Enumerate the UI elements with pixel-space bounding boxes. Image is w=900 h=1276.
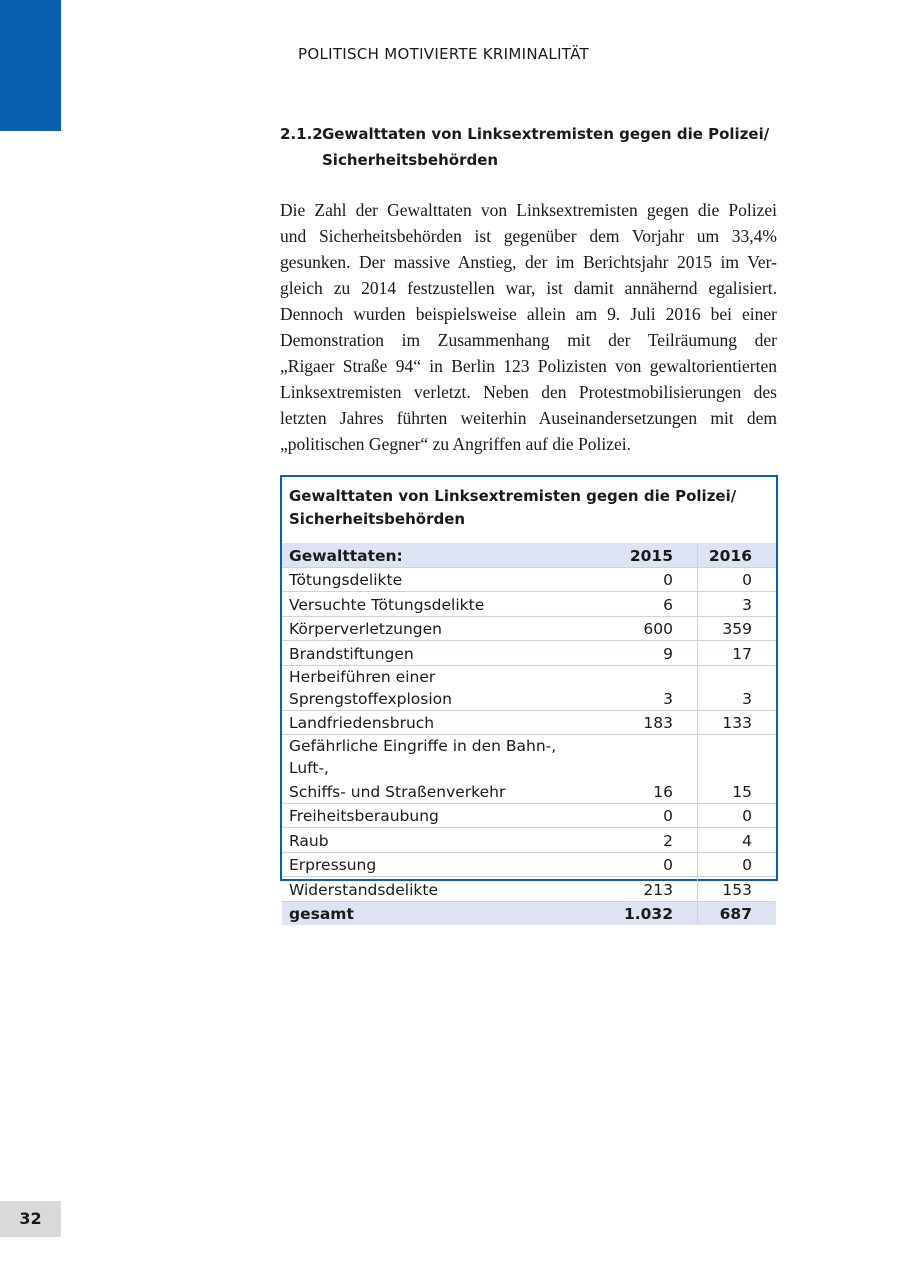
row-label: Landfriedensbruch (282, 710, 606, 735)
table-title-line2: Sicherheitsbehörden (289, 510, 466, 528)
body-paragraph (280, 197, 777, 457)
value-2016: 0 (698, 852, 777, 877)
value-2015: 600 (606, 616, 698, 641)
running-header: POLITISCH MOTIVIERTE KRIMINALITÄT (298, 45, 589, 63)
value-2015: 213 (606, 877, 698, 902)
value-2015: 6 (606, 592, 698, 617)
value-2016: 4 (698, 828, 777, 853)
value-2015: 0 (606, 803, 698, 828)
value-2015: 16 (606, 779, 698, 803)
page-number: 32 (0, 1201, 61, 1237)
row-label: Freiheitsberaubung (282, 803, 606, 828)
value-2015: 0 (606, 852, 698, 877)
value-2016: 133 (698, 710, 777, 735)
value-2016: 153 (698, 877, 777, 902)
table-row (282, 803, 776, 828)
table-row (282, 641, 776, 666)
row-label: Erpressung (282, 852, 606, 877)
row-label: Widerstandsdelikte (282, 877, 606, 902)
paragraph-line: letzten Jahres führten weiterhin Auseinandersetzungen mit dem (280, 408, 777, 428)
value-2015 (606, 735, 698, 780)
table-row (282, 735, 776, 780)
statistics-table (282, 543, 776, 925)
paragraph-line: gleich zu 2014 festzustellen war, ist damit annähernd egalisiert. (280, 278, 777, 298)
value-2016: 359 (698, 616, 777, 641)
paragraph-line: Demonstration im Zusammenhang mit der Teilräumung der (280, 330, 777, 350)
table-header-row (282, 543, 776, 567)
paragraph-line: Linksextremisten verletzt. Neben den Protestmobilisierungen des (280, 382, 777, 402)
table-row (282, 852, 776, 877)
paragraph-line: „Rigaer Straße 94“ in Berlin 123 Polizisten von gewaltorientierten (280, 356, 777, 376)
value-2016: 687 (698, 901, 777, 925)
value-2016: 0 (698, 567, 777, 592)
header-2016: 2016 (698, 543, 777, 567)
paragraph-line: Dennoch wurden beispielsweise allein am 9. Juli 2016 bei einer (280, 304, 777, 324)
value-2015: 2 (606, 828, 698, 853)
section-heading (280, 121, 769, 173)
row-label: Raub (282, 828, 606, 853)
value-2015: 9 (606, 641, 698, 666)
value-2015: 3 (606, 665, 698, 710)
table-row (282, 710, 776, 735)
table-row (282, 592, 776, 617)
table-row (282, 877, 776, 902)
section-number: 2.1.2 (280, 125, 323, 143)
value-2016: 17 (698, 641, 777, 666)
chapter-color-bar (0, 0, 61, 131)
paragraph-line: und Sicherheitsbehörden ist gegenüber dem Vorjahr um 33,4% (280, 226, 777, 246)
row-label: Körperverletzungen (282, 616, 606, 641)
value-2015: 1.032 (606, 901, 698, 925)
paragraph-line: gesunken. Der massive Anstieg, der im Berichtsjahr 2015 im Ver- (280, 252, 777, 272)
table-total-row (282, 901, 776, 925)
value-2016 (698, 735, 777, 780)
row-label: Gefährliche Eingriffe in den Bahn-, Luft-, (289, 737, 557, 777)
statistics-table-box (280, 475, 778, 923)
value-2015: 183 (606, 710, 698, 735)
table-title-line1: Gewalttaten von Linksextremisten gegen die Polizei/ (289, 487, 737, 505)
table-row (282, 567, 776, 592)
row-label: Versuchte Tötungsdelikte (282, 592, 606, 617)
row-label: Tötungsdelikte (282, 567, 606, 592)
section-title-line2: Sicherheitsbehörden (322, 151, 499, 169)
row-label: Schiffs- und Straßenverkehr (282, 779, 606, 803)
section-title-line1: Gewalttaten von Linksextremisten gegen die Polizei/ (322, 125, 770, 143)
value-2016: 3 (698, 665, 777, 710)
table-row (282, 665, 776, 710)
table-row (282, 779, 776, 803)
value-2016: 15 (698, 779, 777, 803)
header-2015: 2015 (606, 543, 698, 567)
paragraph-line: „politischen Gegner“ zu Angriffen auf die Polizei. (280, 434, 632, 454)
row-label: Herbeiführen einer Sprengstoffexplosion (282, 665, 606, 710)
table-row (282, 616, 776, 641)
header-category: Gewalttaten: (282, 543, 606, 567)
row-label: gesamt (282, 901, 606, 925)
table-title (282, 477, 776, 543)
value-2016: 3 (698, 592, 777, 617)
table-row (282, 828, 776, 853)
row-label: Brandstiftungen (282, 641, 606, 666)
value-2015: 0 (606, 567, 698, 592)
value-2016: 0 (698, 803, 777, 828)
paragraph-line: Die Zahl der Gewalttaten von Linksextremisten gegen die Polizei (280, 200, 777, 220)
